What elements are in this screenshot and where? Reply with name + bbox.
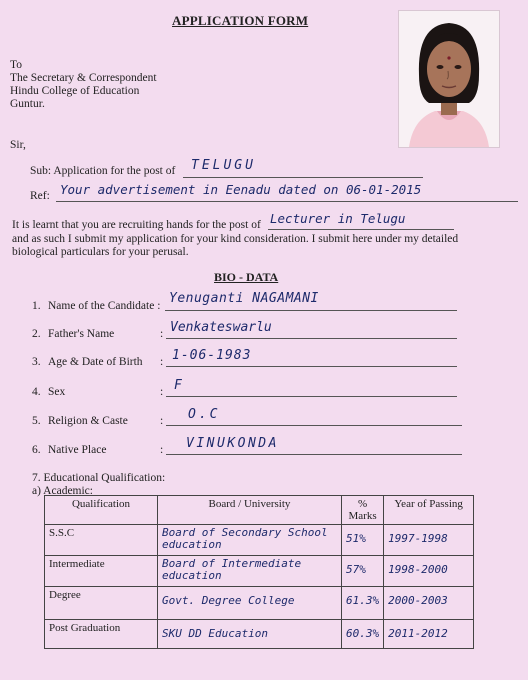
field-5-line (166, 407, 462, 426)
row-2-qualification: Intermediate (45, 556, 158, 587)
field-1-value: Yenuganti NAGAMANI (169, 291, 319, 306)
post-line (268, 211, 454, 230)
field-1-label: Name of the Candidate : (48, 300, 161, 312)
to-label: To (10, 59, 22, 71)
field-4-colon: : (160, 386, 164, 398)
row-3-board: Govt. Degree College (158, 587, 342, 620)
education-table (44, 495, 474, 649)
row-4-year: 2011-2012 (384, 620, 474, 649)
field-2-line (166, 320, 457, 339)
field-3-value: 1-06-1983 (172, 348, 252, 363)
field-2-num: 2. (32, 328, 41, 340)
row-3-qualification: Degree (45, 587, 158, 620)
subject-label: Sub: Application for the post of (30, 165, 176, 177)
header-marks: % Marks (342, 496, 384, 525)
table-row (45, 587, 474, 620)
table-row (45, 620, 474, 649)
row-4-qualification: Post Graduation (45, 620, 158, 649)
candidate-photo (398, 10, 500, 148)
salutation: Sir, (10, 139, 26, 151)
row-4-board: SKU DD Education (158, 620, 342, 649)
field-6-line (166, 436, 462, 455)
portrait-image (399, 11, 499, 147)
row-4-marks: 60.3% (342, 620, 384, 649)
field-4-line (166, 378, 457, 397)
address-line-1: The Secretary & Correspondent (10, 72, 157, 84)
form-title: APPLICATION FORM (172, 13, 309, 28)
field-6-num: 6. (32, 444, 41, 456)
table-row (45, 525, 474, 556)
row-2-marks: 57% (342, 556, 384, 587)
ref-line (56, 184, 518, 202)
ref-label: Ref: (30, 190, 50, 202)
field-3-num: 3. (32, 356, 41, 368)
row-2-board: Board of Intermediate education (158, 556, 342, 587)
field-5-value: O.C (188, 407, 221, 422)
field-6-label: Native Place (48, 444, 107, 456)
para-line-1: It is learnt that you are recruiting hands for the post of (12, 219, 261, 231)
bio-data-heading: BIO - DATA (214, 270, 279, 284)
para-line-2: and as such I submit my application for your kind consideration. I submit here under my detailed (12, 233, 459, 245)
subject-line (183, 160, 423, 178)
table-row (45, 556, 474, 587)
subject-value: TELUGU (191, 158, 256, 173)
row-1-qualification: S.S.C (45, 525, 158, 556)
field-2-label: Father's Name (48, 328, 115, 340)
field-2-value: Venkateswarlu (170, 320, 272, 335)
field-1-line (165, 292, 457, 311)
row-1-marks: 51% (342, 525, 384, 556)
field-4-num: 4. (32, 386, 41, 398)
header-year: Year of Passing (384, 496, 474, 525)
field-6-colon: : (160, 444, 164, 456)
table-header-row (45, 496, 474, 525)
field-1-num: 1. (32, 300, 41, 312)
field-3-line (166, 348, 457, 367)
academic-label: a) Academic: (32, 485, 93, 497)
row-3-marks: 61.3% (342, 587, 384, 620)
field-4-label: Sex (48, 386, 66, 398)
row-1-year: 1997-1998 (384, 525, 474, 556)
header-qualification: Qualification (45, 496, 158, 525)
para-line-3: biological particulars for your perusal. (12, 246, 189, 258)
field-2-colon: : (160, 328, 164, 340)
row-1-board: Board of Secondary School education (158, 525, 342, 556)
field-3-colon: : (160, 356, 164, 368)
ref-value: Your advertisement in Eenadu dated on 06-01-2015 (60, 182, 422, 197)
field-5-colon: : (160, 415, 164, 427)
row-3-year: 2000-2003 (384, 587, 474, 620)
row-2-year: 1998-2000 (384, 556, 474, 587)
field-5-num: 5. (32, 415, 41, 427)
post-value: Lecturer in Telugu (270, 211, 406, 226)
field-4-value: F (174, 378, 182, 393)
field-6-value: VINUKONDA (186, 436, 279, 451)
address-line-3: Guntur. (10, 98, 45, 110)
address-line-2: Hindu College of Education (10, 85, 140, 97)
header-board: Board / University (158, 496, 342, 525)
field-5-label: Religion & Caste (48, 415, 128, 427)
education-label: 7. Educational Qualification: (32, 472, 166, 484)
field-3-label: Age & Date of Birth (48, 356, 143, 368)
